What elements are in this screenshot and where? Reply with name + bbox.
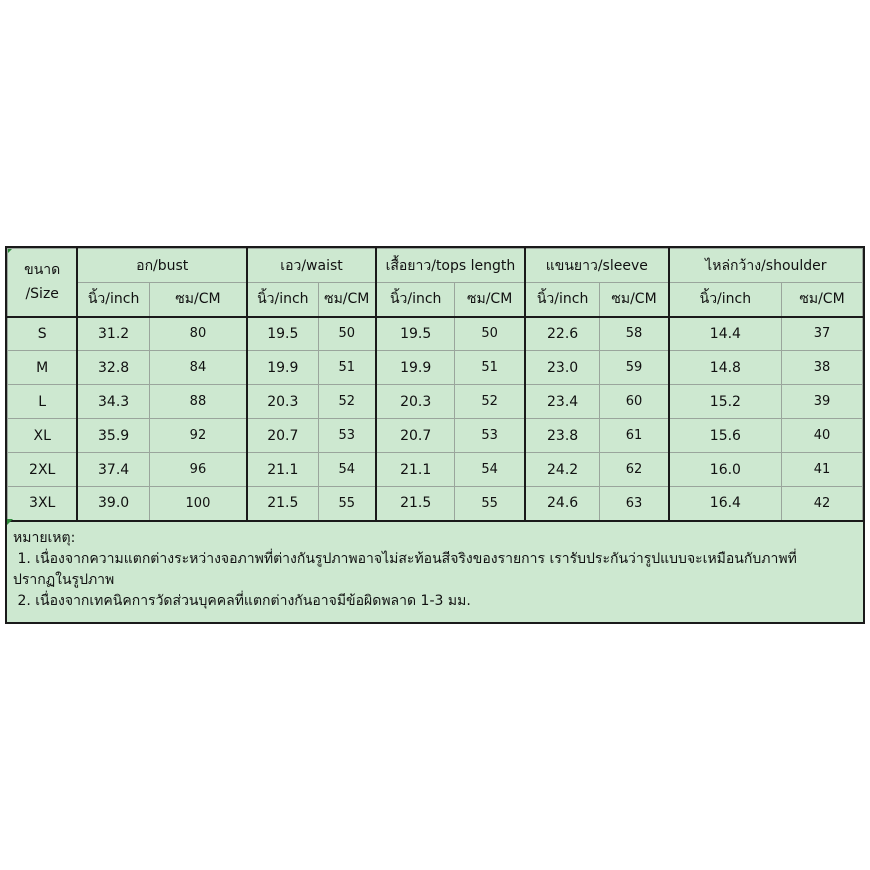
unit-cm-header: ซม/CM xyxy=(318,283,376,317)
shoulder-cm-cell: 41 xyxy=(782,453,863,487)
bust-cm-cell: 96 xyxy=(149,453,247,487)
shoulder-inch-cell: 16.0 xyxy=(669,453,782,487)
size-cell: 3XL xyxy=(8,487,78,521)
waist-cm-cell: 51 xyxy=(318,351,376,385)
table-row xyxy=(8,419,863,453)
sleeve-cm-cell: 60 xyxy=(600,385,669,419)
length-cm-cell: 55 xyxy=(455,487,525,521)
sleeve-inch-cell: 23.8 xyxy=(525,419,600,453)
size-cell: 2XL xyxy=(8,453,78,487)
shoulder-cm-cell: 37 xyxy=(782,317,863,351)
table-row xyxy=(8,351,863,385)
note-line-1 xyxy=(13,549,857,570)
sleeve-cm-cell: 58 xyxy=(600,317,669,351)
shoulder-cm-cell: 39 xyxy=(782,385,863,419)
size-chart-sheet xyxy=(5,246,865,624)
size-header xyxy=(8,249,78,317)
length-cm-cell: 52 xyxy=(455,385,525,419)
note-line-1-continued: ปรากฏในรูปภาพ xyxy=(13,572,115,588)
sleeve-inch-cell: 23.0 xyxy=(525,351,600,385)
group-sleeve-header: แขนยาว/sleeve xyxy=(525,249,669,283)
sleeve-inch-cell: 22.6 xyxy=(525,317,600,351)
group-shoulder-header: ไหล่กว้าง/shoulder xyxy=(669,249,863,283)
note-line-2 xyxy=(13,591,857,612)
shoulder-inch-cell: 16.4 xyxy=(669,487,782,521)
shoulder-cm-cell: 40 xyxy=(782,419,863,453)
shoulder-cm-cell: 38 xyxy=(782,351,863,385)
shoulder-cm-cell: 42 xyxy=(782,487,863,521)
unit-inch-header: นิ้ว/inch xyxy=(525,283,600,317)
length-cm-cell: 50 xyxy=(455,317,525,351)
group-bust-header: อก/bust xyxy=(77,249,247,283)
sleeve-cm-cell: 63 xyxy=(600,487,669,521)
bust-inch-cell: 37.4 xyxy=(77,453,149,487)
sleeve-inch-cell: 24.6 xyxy=(525,487,600,521)
waist-inch-cell: 19.5 xyxy=(247,317,318,351)
waist-cm-cell: 50 xyxy=(318,317,376,351)
sleeve-inch-cell: 23.4 xyxy=(525,385,600,419)
table-row xyxy=(8,317,863,351)
bust-inch-cell: 32.8 xyxy=(77,351,149,385)
size-cell: M xyxy=(8,351,78,385)
waist-inch-cell: 20.3 xyxy=(247,385,318,419)
length-inch-cell: 20.3 xyxy=(376,385,455,419)
length-inch-cell: 20.7 xyxy=(376,419,455,453)
shoulder-inch-cell: 14.4 xyxy=(669,317,782,351)
waist-cm-cell: 52 xyxy=(318,385,376,419)
notes-title: หมายเหตุ: xyxy=(13,530,76,546)
bust-cm-cell: 92 xyxy=(149,419,247,453)
length-inch-cell: 19.5 xyxy=(376,317,455,351)
table-row xyxy=(8,385,863,419)
waist-cm-cell: 53 xyxy=(318,419,376,453)
bust-inch-cell: 31.2 xyxy=(77,317,149,351)
length-inch-cell: 21.1 xyxy=(376,453,455,487)
size-header-thai: ขนาด xyxy=(24,262,61,279)
length-inch-cell: 21.5 xyxy=(376,487,455,521)
bust-cm-cell: 80 xyxy=(149,317,247,351)
unit-cm-header: ซม/CM xyxy=(782,283,863,317)
sleeve-cm-cell: 61 xyxy=(600,419,669,453)
size-cell: L xyxy=(8,385,78,419)
unit-cm-header: ซม/CM xyxy=(149,283,247,317)
shoulder-inch-cell: 15.2 xyxy=(669,385,782,419)
length-cm-cell: 54 xyxy=(455,453,525,487)
shoulder-inch-cell: 15.6 xyxy=(669,419,782,453)
sleeve-inch-cell: 24.2 xyxy=(525,453,600,487)
bust-cm-cell: 88 xyxy=(149,385,247,419)
waist-inch-cell: 21.1 xyxy=(247,453,318,487)
bust-cm-cell: 84 xyxy=(149,351,247,385)
length-cm-cell: 53 xyxy=(455,419,525,453)
waist-cm-cell: 55 xyxy=(318,487,376,521)
length-inch-cell: 19.9 xyxy=(376,351,455,385)
unit-inch-header: นิ้ว/inch xyxy=(247,283,318,317)
unit-inch-header: นิ้ว/inch xyxy=(77,283,149,317)
table-row xyxy=(8,487,863,521)
length-cm-cell: 51 xyxy=(455,351,525,385)
waist-cm-cell: 54 xyxy=(318,453,376,487)
size-cell: XL xyxy=(8,419,78,453)
unit-inch-header: นิ้ว/inch xyxy=(669,283,782,317)
size-cell: S xyxy=(8,317,78,351)
sleeve-cm-cell: 59 xyxy=(600,351,669,385)
note-1-text: 1. เนื่องจากความแตกต่างระหว่างจอภาพที่ต่างกันรูปภาพอาจไม่สะท้อนสีจริงของรายการ เรารับประกันว่ารูปแบบจะเหมือนกับภาพที่ xyxy=(17,551,797,567)
waist-inch-cell: 19.9 xyxy=(247,351,318,385)
waist-inch-cell: 20.7 xyxy=(247,419,318,453)
bust-cm-cell: 100 xyxy=(149,487,247,521)
unit-cm-header: ซม/CM xyxy=(600,283,669,317)
size-table xyxy=(7,248,863,522)
bust-inch-cell: 35.9 xyxy=(77,419,149,453)
bust-inch-cell: 34.3 xyxy=(77,385,149,419)
note-2-text: 2. เนื่องจากเทคนิคการวัดส่วนบุคคลที่แตกต่างกันอาจมีข้อผิดพลาด 1-3 มม. xyxy=(17,593,471,609)
group-length-header: เสื้อยาว/tops length xyxy=(376,249,525,283)
notes-block xyxy=(7,520,863,622)
waist-inch-cell: 21.5 xyxy=(247,487,318,521)
group-waist-header: เอว/waist xyxy=(247,249,376,283)
unit-cm-header: ซม/CM xyxy=(455,283,525,317)
table-row xyxy=(8,453,863,487)
size-header-en: /Size xyxy=(25,286,59,303)
sleeve-cm-cell: 62 xyxy=(600,453,669,487)
unit-inch-header: นิ้ว/inch xyxy=(376,283,455,317)
shoulder-inch-cell: 14.8 xyxy=(669,351,782,385)
bust-inch-cell: 39.0 xyxy=(77,487,149,521)
